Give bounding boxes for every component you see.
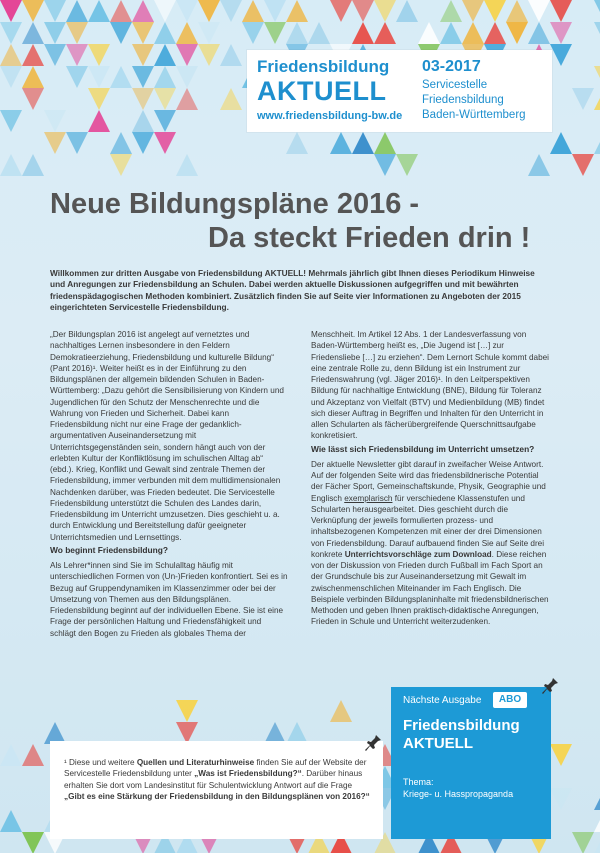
service-line3: Baden-Württemberg (422, 109, 526, 121)
article-column-left (50, 329, 288, 639)
masthead-box (247, 50, 552, 132)
exemplarisch-link[interactable]: exemplarisch (344, 493, 393, 503)
next-issue-box (391, 687, 551, 839)
text-run: für verschiedene Klassenstufen und Schularten herausgearbeitet. Dies geschieht durch die Verknüpfung der jeweils formulierten prozess- und inhaltsbezogenen Kompetenzen mit einer der drei Dimensionen von Friedensbildung. Darauf aufbauend finden Sie auf Seite drei konkrete (311, 493, 545, 559)
service-line1: Servicestelle (422, 79, 488, 91)
article-paragraph: Menschheit. Im Artikel 12 Abs. 1 der Landesverfassung von Baden-Württemberg heißt es, „Die Jugend ist […] zur Friedensliebe […] zu erziehen“. Dem Lernort Schule kommt dabei eine zentrale Rolle zu, denn Bildung ist ein Instrument zur Friedenswahrung (vgl. Jäger 2016)¹. In den Leitperspektiven Bildung für nachhaltige Entwicklung (BNE), Bildung für Toleranz und Akzeptanz von Vielfalt (BTV) und Medienbildung (MB) findet sich dieser Auftrag in Begriffen und Inhalten für den Unterricht in allen Schularten als fächerübergreifende Querschnittsaufgabe konkretisiert. (311, 330, 550, 441)
footnote-text (64, 757, 370, 802)
subscribe-button[interactable]: ABO (493, 692, 527, 708)
article-paragraph (311, 459, 549, 628)
next-issue-title-line1: Friedensbildung (403, 717, 520, 734)
logo-text-line1: Friedensbildung (257, 57, 390, 76)
headline-line2: Da steckt Frieden drin ! (208, 222, 531, 254)
footnote-box (50, 741, 383, 839)
service-line2: Friedensbildung (422, 94, 504, 106)
next-issue-label: Nächste Ausgabe (403, 695, 482, 706)
article-paragraph: Als Lehrer*innen sind Sie im Schulalltag häufig mit unterschiedlichen Formen von (Un-)Frieden konfrontiert. Sei es in Bezug auf Gruppendynamiken im Klassenzimmer oder bei der Umsetzung von Themen aus den Bildungsplänen. Friedensbildung beginnt auf der individuellen Ebene. Sie ist eine Frage der persönlichen Haltung und Friedensfähigkeit und schlägt den Bogen zu Frieden als globales Thema der (50, 561, 288, 638)
headline-line1: Neue Bildungspläne 2016 - (50, 188, 420, 220)
next-issue-title-line2: AKTUELL (403, 735, 473, 752)
text-run: . Diese reichen von der Diskussion von Frieden durch Fußball im Fach Sport an der Grundschule bis zur Auseinandersetzung mit Gewalt im zwischenmenschlichen Miteinander im Fach Englisch. Die Beispiele verbinden Bildungsplaninhalte mit friedensbildnerischen Methoden und geben Ihnen praktisch-didaktische Anregungen, Frieden in Schule und Unterricht weiterzudenken. (311, 549, 549, 627)
logo-text-line2: AKTUELL (257, 76, 387, 106)
website-link[interactable]: www.friedensbildung-bw.de (257, 110, 403, 122)
next-issue-theme: Kriege- u. Hasspropaganda (403, 789, 514, 799)
issue-number: 03-2017 (422, 58, 481, 75)
download-link[interactable]: Unterrichtsvorschläge zum Download (344, 549, 492, 559)
next-issue-theme-label: Thema: (403, 777, 434, 787)
pin-icon (540, 676, 560, 696)
article-paragraph: „Der Bildungsplan 2016 ist angelegt auf vernetztes und nachhaltiges Lernen insbesondere in den Feldern Demokratieerziehung, Friedensbildung und kulturelle Bildung“ (Pant 2016)¹. Weiter heißt es in der Einführung zu den Bildungsplänen der allgemein bildenden Schulen in Baden-Württemberg: „Dazu gehört die Sensibilisierung von Kindern und Jugendlichen für den Schutz der Menschenrechte und die Wahrung von Frieden und Sicherheit. Dabei kann Friedensbildung nicht nur eine Frage der gedanklich-argumentativen Auseinandersetzung mit Unterrichtsgegenständen sein, sondern hängt auch von der erlebten Kultur der Konfliktlösung im schulischen Alltag ab“ (ebd.). Krieg, Konflikt und Gewalt sind zentrale Themen der Friedensbildung, immer verbunden mit dem multidimensionalen Nachdenken darüber, was Frieden bedeutet. Die Servicestelle Friedensbildung unterstützt die Schulen des Landes darin, Friedensbildung im Unterricht umzusetzen. Dies geschieht u. a. durch Entwicklung und Bereitstellung dafür geeigneter Unterrichtsmedien und Lernsettings. (50, 330, 284, 542)
section-heading: Wo beginnt Friedensbildung? (50, 544, 169, 555)
intro-paragraph: Willkommen zur dritten Ausgabe von Friedensbildung AKTUELL! Mehrmals jährlich gibt Ihnen dieses Periodikum Hinweise und Anregungen zur Friedensbildung an Schulen. Dabei werden aktuelle Diskussionen aufgegriffen und mit bewährten friedenspädagogischen Methoden kombiniert. Zusätzlich finden Sie auf Seite vier Informationen zu Angeboten der 2015 eingerichteten Servicestelle Friedensbildung. (50, 268, 535, 313)
staerkung-question-link[interactable]: „Gibt es eine Stärkung der Friedensbildung in den Bildungsplänen von 2016?“ (64, 791, 370, 801)
was-ist-friedensbildung-link[interactable]: „Was ist Friedensbildung?“ (194, 769, 302, 779)
text-run: . Darüber hinaus erhalten Sie dort vom Landesinstitut für Schulentwicklung Antwort auf die Frage (64, 769, 363, 790)
text-run: ¹ Diese und weitere (64, 758, 137, 767)
pin-icon (363, 733, 383, 753)
text-run: Der aktuelle Newsletter gibt darauf in zweifacher Weise Antwort. Auf der folgenden Seite wird das friedensbildnerische Potential der Fächer Sport, Gemeinschaftskunde, Physik, Geographie und Englisch (311, 459, 546, 503)
sources-link[interactable]: Quellen und Literaturhinweise (136, 758, 255, 767)
text-run: finden Sie auf der Website der Servicestelle Friedensbildung unter (64, 758, 367, 779)
article-column-right (311, 329, 549, 628)
section-heading: Wie lässt sich Friedensbildung im Unterricht umsetzen? (311, 443, 535, 454)
